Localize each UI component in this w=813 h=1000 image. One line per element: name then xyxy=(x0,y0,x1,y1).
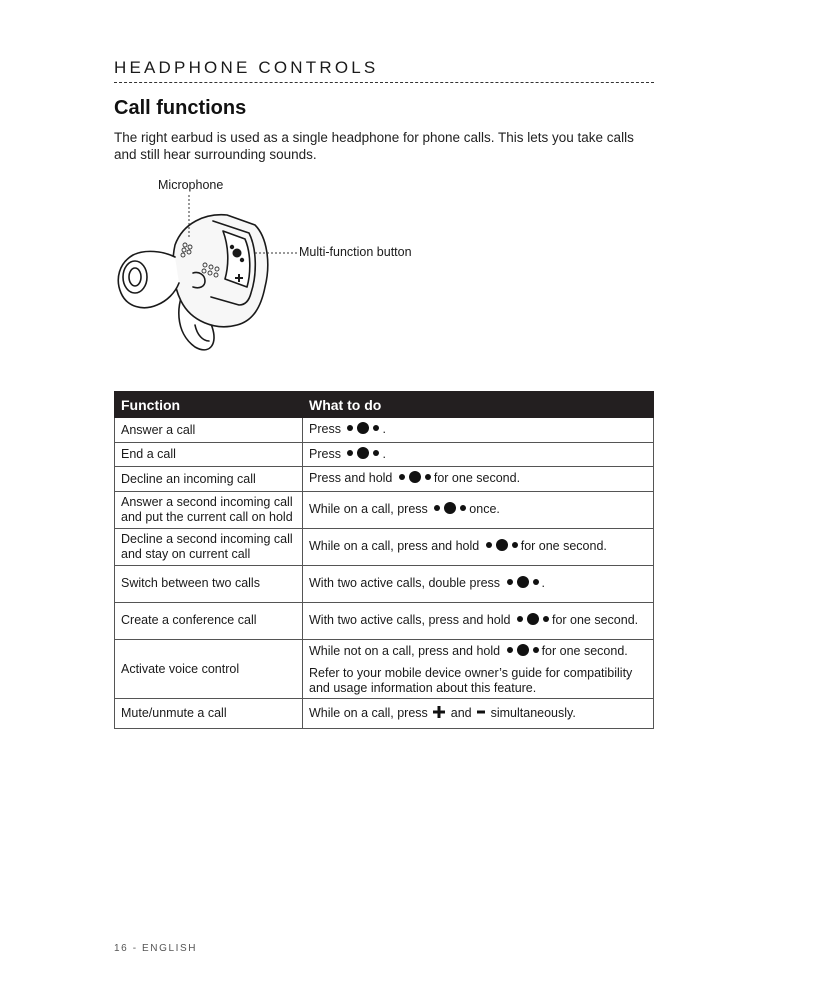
function-cell: Answer a call xyxy=(115,418,303,443)
function-cell: End a call xyxy=(115,442,303,467)
action-text: With two active calls, press and hold xyxy=(309,612,511,627)
action-cell xyxy=(303,565,654,602)
function-cell: Answer a second incoming call and put the current call on hold xyxy=(115,491,303,528)
multifunction-button-icon xyxy=(516,612,550,630)
multifunction-button-icon xyxy=(485,538,519,556)
action-text: While not on a call, press and hold xyxy=(309,643,501,658)
table-row xyxy=(115,442,654,467)
call-functions-table xyxy=(114,391,654,729)
action-text: While on a call, press xyxy=(309,705,428,720)
multifunction-button-icon xyxy=(506,575,540,593)
column-header-what-to-do: What to do xyxy=(303,392,654,418)
earbud-drawing xyxy=(105,175,435,365)
table-header-row xyxy=(115,392,654,418)
table-row xyxy=(115,565,654,602)
action-text-end: . xyxy=(382,446,386,461)
multifunction-button-icon xyxy=(506,643,540,661)
multifunction-button-icon xyxy=(346,421,380,439)
column-header-function: Function xyxy=(115,392,303,418)
function-cell: Switch between two calls xyxy=(115,565,303,602)
table-row xyxy=(115,491,654,528)
plus-icon xyxy=(433,706,445,722)
action-cell xyxy=(303,418,654,443)
action-text-end: for one second. xyxy=(433,471,521,486)
action-cell xyxy=(303,699,654,729)
function-cell: Activate voice control xyxy=(115,639,303,699)
action-cell xyxy=(303,491,654,528)
function-cell: Decline a second incoming call and stay on current call xyxy=(115,528,303,565)
table-row xyxy=(115,699,654,729)
action-text-end: . xyxy=(382,422,386,437)
function-cell: Mute/unmute a call xyxy=(115,699,303,729)
action-cell xyxy=(303,602,654,639)
action-cell xyxy=(303,528,654,565)
microphone-label: Microphone xyxy=(158,178,224,192)
action-text-end: . xyxy=(541,575,546,590)
section-header: HEADPHONE CONTROLS xyxy=(114,58,654,83)
action-text-end: for one second. xyxy=(520,538,607,553)
action-text-end: simultaneously. xyxy=(490,705,576,720)
function-cell: Decline an incoming call xyxy=(115,467,303,492)
intro-text: The right earbud is used as a single headphone for phone calls. This lets you take calls and still hear surrounding sounds. xyxy=(114,130,634,162)
multifunction-button-label: Multi-function button xyxy=(299,245,412,259)
action-text: Press xyxy=(309,446,341,461)
action-text-mid: and xyxy=(450,705,472,720)
multifunction-button-icon xyxy=(398,470,432,488)
action-text-end: once. xyxy=(469,501,500,516)
minus-icon xyxy=(477,706,485,722)
function-cell: Create a conference call xyxy=(115,602,303,639)
multifunction-button-icon xyxy=(346,446,380,464)
action-text: While on a call, press and hold xyxy=(309,538,480,553)
action-text: With two active calls, double press xyxy=(309,575,501,590)
action-text-end: for one second. xyxy=(541,643,628,658)
action-text-end: for one second. xyxy=(551,612,639,627)
table-row xyxy=(115,602,654,639)
action-cell xyxy=(303,442,654,467)
table-row xyxy=(115,467,654,492)
compatibility-note: Refer to your mobile device owner’s guide for compatibility and usage information about this feature. xyxy=(309,666,633,695)
page-footer: 16 - ENGLISH xyxy=(114,943,198,954)
action-text: Press xyxy=(309,422,341,437)
table-row xyxy=(115,639,654,699)
earbud-illustration xyxy=(105,175,435,365)
table-row xyxy=(115,528,654,565)
table-row xyxy=(115,418,654,443)
action-cell xyxy=(303,639,654,699)
action-cell xyxy=(303,467,654,492)
page-title: Call functions xyxy=(114,97,247,119)
multifunction-button-icon xyxy=(433,501,467,519)
action-text: Press and hold xyxy=(309,471,393,486)
action-text: While on a call, press xyxy=(309,501,428,516)
